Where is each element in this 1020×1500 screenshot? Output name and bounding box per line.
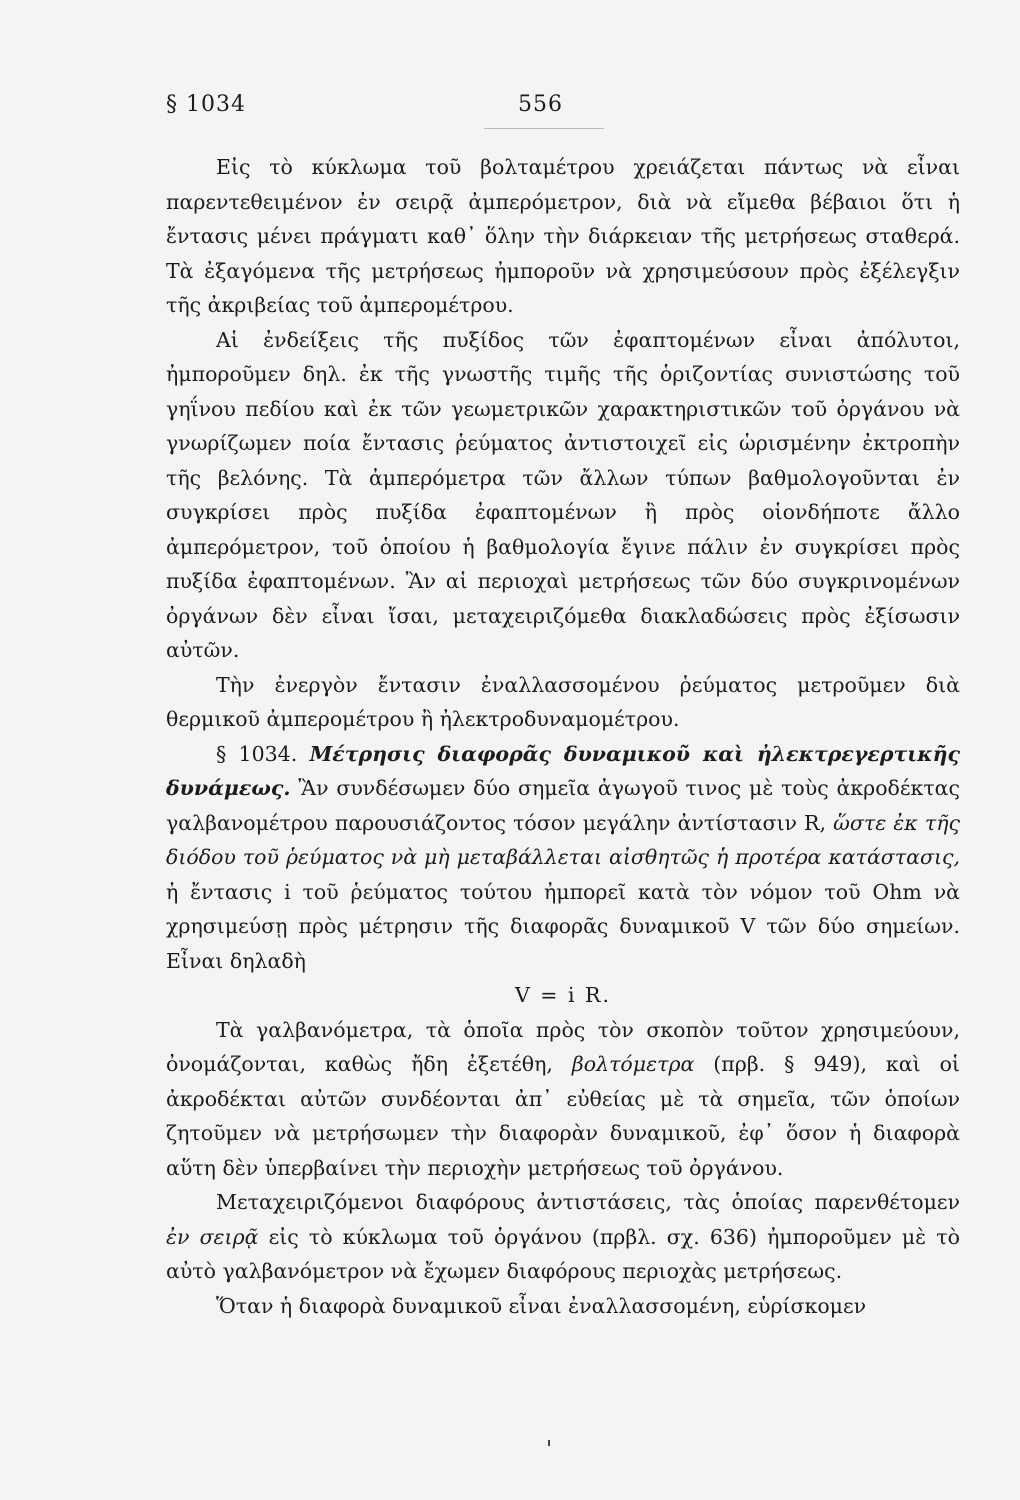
paragraph-7: Ὅταν ἡ διαφορὰ δυναμικοῦ εἶναι ἐναλλασσομένη, εὑρίσκομεν: [216, 1293, 867, 1318]
running-head: [166, 92, 960, 128]
paragraph-5-text-a: Τὰ γαλβανόμετρα, τὰ ὁποῖα πρὸς τὸν σκοπὸν τοῦτον χρησιμεύουν, ὀνομάζονται, καθὼς ἤδη ἐξετέθη,: [166, 1017, 960, 1076]
paragraph-2: Αἱ ἐνδείξεις τῆς πυξίδος τῶν ἐφαπτομένων εἶναι ἀπόλυτοι, ἠμποροῦμεν δηλ. ἐκ τῆς γνωστῆς τιμῆς τῆς ὁριζοντίας συνιστώσης τοῦ γηΐνου πεδίου καὶ ἐκ τῶν γεωμετρικῶν χαρακτηριστικῶν τοῦ ὀργάνου νὰ γνωρίζωμεν ποία ἔντασις ῥεύματος ἀντιστοιχεῖ εἰς ὡρισμένην ἐκτροπὴν τῆς βελόνης. Τὰ ἀμπερόμετρα τῶν ἄλλων τύπων βαθμολογοῦνται ἐν συγκρίσει πρὸς πυξίδα ἐφαπτομένων ἢ πρὸς οἱονδήποτε ἄλλο ἀμπερόμετρον, τοῦ ὁποίου ἡ βαθμολογία ἔγινε πάλιν ἐν συγκρίσει πρὸς πυξίδα ἐφαπτομένων. Ἂν αἱ περιοχαὶ μετρήσεως τῶν δύο συγκρινομένων ὀργάνων δὲν εἶναι ἴσαι, μεταχειριζόμεθα διακλαδώσεις πρὸς ἐξίσωσιν αὐτῶν.: [166, 327, 960, 662]
paragraph-6: [166, 1185, 960, 1289]
print-speck: [548, 1440, 550, 1446]
paragraph-4-italic: ὥστε ἐκ τῆς διόδου τοῦ ῥεύματος νὰ μὴ μεταβάλλεται αἰσθητῶς ἡ προτέρα κατάστασις,: [166, 810, 960, 869]
paragraph-4: [166, 737, 960, 979]
paragraph-5-text-b: (πρβ. § 949), καὶ οἱ ἀκροδέκται αὐτῶν συνδέονται ἀπ᾽ εὐθείας μὲ τὰ σημεῖα, τῶν ὁποίων ζητοῦμεν νὰ μετρήσωμεν τὴν διαφορὰν δυναμικοῦ, ἐφ᾽ ὅσον ἡ διαφορὰ αὕτη δὲν ὑπερβαίνει τὴν περιοχὴν μετρήσεως τοῦ ὀργάνου.: [166, 1052, 960, 1180]
paragraph-6-text-a: Μεταχειριζόμενοι διαφόρους ἀντιστάσεις, τὰς ὁποίας παρενθέτομεν: [216, 1190, 960, 1214]
section-number: § 1034.: [216, 741, 298, 766]
header-rule: [484, 128, 604, 129]
paragraph-1: Εἰς τὸ κύκλωμα τοῦ βολταμέτρου χρειάζεται πάντως νὰ εἶναι παρεντεθειμένον ἐν σειρᾷ ἀμπερόμετρον, διὰ νὰ εἴμεθα βέβαιοι ὅτι ἡ ἔντασις μένει πράγματι καθ᾽ ὅλην τὴν διάρκειαν τῆς μετρήσεως σταθερά. Τὰ ἐξαγόμενα τῆς μετρήσεως ἠμποροῦν νὰ χρησιμεύσουν πρὸς ἐξέλεγξιν τῆς ἀκριβείας τοῦ ἀμπερομέτρου.: [166, 155, 960, 317]
paragraph-3: Τὴν ἐνεργὸν ἔντασιν ἐναλλασσομένου ῥεύματος μετροῦμεν διὰ θερμικοῦ ἀμπερομέτρου ἢ ἠλεκτροδυναμομέτρου.: [166, 672, 960, 731]
section-title: Μέτρησις διαφορᾶς δυναμικοῦ καὶ ἠλεκτρεγερτικῆς δυνάμεως.: [166, 741, 960, 800]
page-number: 556: [518, 92, 563, 117]
paragraph-6-text-b: εἰς τὸ κύκλωμα τοῦ ὀργάνου (πρβλ. σχ. 636) ἠμποροῦμεν μὲ τὸ αὐτὸ γαλβανόμετρον νὰ ἔχωμεν διαφόρους περιοχὰς μετρήσεως.: [166, 1224, 960, 1283]
paragraph-6-italic: ἐν σειρᾷ: [166, 1224, 259, 1249]
paragraph-5: [166, 1013, 960, 1186]
paragraph-5-italic: βολτόμετρα: [571, 1052, 695, 1076]
ohm-equation: V = i R.: [514, 983, 612, 1007]
paragraph-4-text-a: Ἂν συνδέσωμεν δύο σημεῖα ἀγωγοῦ τινος μὲ τοὺς ἀκροδέκτας γαλβανομέτρου παρουσιάζοντος τόσον μεγάλην ἀντίστασιν R,: [166, 776, 960, 835]
paragraph-4-text-b: ἡ ἔντασις i τοῦ ῥεύματος τούτου ἠμπορεῖ κατὰ τὸν νόμον τοῦ Ohm νὰ χρησιμεύσῃ πρὸς μέτρησιν τῆς διαφορᾶς δυναμικοῦ V τῶν δύο σημείων. Εἶναι δηλαδὴ: [166, 879, 960, 973]
section-reference: § 1034: [166, 92, 246, 117]
body-text: [166, 150, 960, 1323]
